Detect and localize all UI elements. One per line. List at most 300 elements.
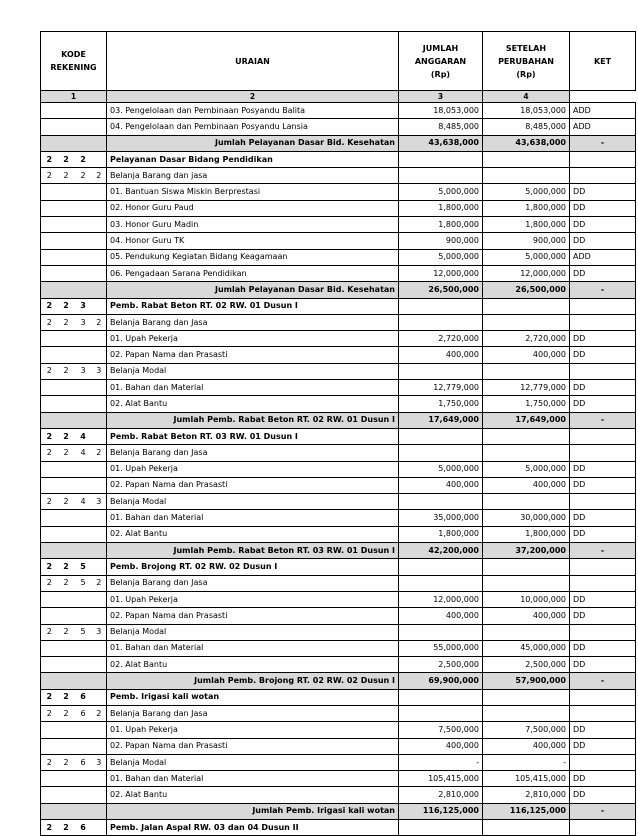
anggaran-cell xyxy=(399,559,483,575)
ket-cell: ADD xyxy=(570,119,636,135)
ket-cell: DD xyxy=(570,608,636,624)
table-row xyxy=(41,820,636,836)
uraian-cell: Belanja Barang dan Jasa xyxy=(107,575,399,591)
anggaran-cell: 900,000 xyxy=(399,233,483,249)
uraian-cell: Belanja Barang dan Jasa xyxy=(107,705,399,721)
kode-digit-2 xyxy=(58,331,75,347)
table-row xyxy=(41,331,636,347)
header-perubahan xyxy=(483,32,570,91)
kode-digit-2 xyxy=(58,657,75,673)
uraian-cell: 01. Bahan dan Material xyxy=(107,640,399,656)
ket-cell: DD xyxy=(570,640,636,656)
perubahan-cell xyxy=(483,494,570,510)
table-row xyxy=(41,803,636,819)
kode-digit-1 xyxy=(41,396,58,412)
kode-digit-4 xyxy=(92,657,107,673)
uraian-cell: Belanja Barang dan jasa xyxy=(107,168,399,184)
kode-digit-2 xyxy=(58,591,75,607)
total-kode-cell xyxy=(41,673,107,689)
table-row xyxy=(41,103,636,119)
table-row xyxy=(41,608,636,624)
anggaran-cell xyxy=(399,689,483,705)
perubahan-cell: 1,800,000 xyxy=(483,526,570,542)
kode-digit-4 xyxy=(92,640,107,656)
table-body xyxy=(41,103,636,836)
kode-digit-1 xyxy=(41,657,58,673)
kode-digit-3 xyxy=(75,526,92,542)
kode-digit-2 xyxy=(58,396,75,412)
kode-digit-3 xyxy=(75,217,92,233)
anggaran-cell xyxy=(399,820,483,836)
perubahan-cell: 1,800,000 xyxy=(483,217,570,233)
ket-cell: DD xyxy=(570,738,636,754)
total-ket: - xyxy=(570,543,636,559)
kode-digit-4: 2 xyxy=(92,445,107,461)
anggaran-cell: 400,000 xyxy=(399,608,483,624)
kode-digit-4 xyxy=(92,526,107,542)
perubahan-cell xyxy=(483,705,570,721)
total-kode-cell xyxy=(41,412,107,428)
total-ket: - xyxy=(570,673,636,689)
kode-digit-2: 2 xyxy=(58,363,75,379)
uraian-cell: Pelayanan Dasar Bidang Pendidikan xyxy=(107,151,399,167)
ket-cell xyxy=(570,820,636,836)
total-label: Jumlah Pemb. Rabat Beton RT. 02 RW. 01 Dusun I xyxy=(107,412,399,428)
table-row xyxy=(41,347,636,363)
kode-digit-3: 5 xyxy=(75,559,92,575)
table-row xyxy=(41,363,636,379)
ket-cell xyxy=(570,575,636,591)
perubahan-cell xyxy=(483,445,570,461)
kode-digit-4: 2 xyxy=(92,314,107,330)
total-perubahan: 26,500,000 xyxy=(483,282,570,298)
anggaran-cell xyxy=(399,168,483,184)
kode-digit-1 xyxy=(41,787,58,803)
anggaran-cell xyxy=(399,575,483,591)
perubahan-cell xyxy=(483,151,570,167)
kode-digit-1 xyxy=(41,184,58,200)
perubahan-cell: 400,000 xyxy=(483,738,570,754)
anggaran-cell xyxy=(399,624,483,640)
perubahan-cell: 30,000,000 xyxy=(483,510,570,526)
kode-digit-1: 2 xyxy=(41,705,58,721)
header-anggaran-unit: (Rp) xyxy=(430,69,451,79)
kode-digit-4 xyxy=(92,738,107,754)
kode-digit-1 xyxy=(41,233,58,249)
uraian-cell: 04. Pengelolaan dan Pembinaan Posyandu Lansia xyxy=(107,119,399,135)
kode-digit-1: 2 xyxy=(41,298,58,314)
perubahan-cell: 5,000,000 xyxy=(483,184,570,200)
table-row xyxy=(41,217,636,233)
uraian-cell: 01. Upah Pekerja xyxy=(107,722,399,738)
kode-digit-1 xyxy=(41,738,58,754)
kode-digit-4 xyxy=(92,787,107,803)
kode-digit-2 xyxy=(58,787,75,803)
kode-digit-3: 5 xyxy=(75,624,92,640)
table-row xyxy=(41,298,636,314)
perubahan-cell xyxy=(483,314,570,330)
total-ket: - xyxy=(570,282,636,298)
uraian-cell: 02. Alat Bantu xyxy=(107,657,399,673)
uraian-cell: 02. Papan Nama dan Prasasti xyxy=(107,738,399,754)
anggaran-cell: 7,500,000 xyxy=(399,722,483,738)
perubahan-cell xyxy=(483,168,570,184)
kode-digit-2 xyxy=(58,608,75,624)
kode-digit-3 xyxy=(75,738,92,754)
anggaran-cell xyxy=(399,705,483,721)
total-perubahan: 17,649,000 xyxy=(483,412,570,428)
ket-cell: DD xyxy=(570,526,636,542)
anggaran-cell xyxy=(399,445,483,461)
total-perubahan: 43,638,000 xyxy=(483,135,570,151)
kode-digit-4 xyxy=(92,820,107,836)
kode-digit-1: 2 xyxy=(41,168,58,184)
kode-digit-2 xyxy=(58,526,75,542)
table-row xyxy=(41,461,636,477)
table-row xyxy=(41,477,636,493)
total-anggaran: 116,125,000 xyxy=(399,803,483,819)
perubahan-cell: 400,000 xyxy=(483,608,570,624)
kode-digit-4 xyxy=(92,722,107,738)
col-number-4: 4 xyxy=(483,91,570,103)
total-label: Jumlah Pemb. Rabat Beton RT. 03 RW. 01 Dusun I xyxy=(107,543,399,559)
kode-digit-2 xyxy=(58,722,75,738)
anggaran-cell: 105,415,000 xyxy=(399,771,483,787)
kode-digit-1 xyxy=(41,200,58,216)
uraian-cell: Pemb. Rabat Beton RT. 03 RW. 01 Dusun I xyxy=(107,428,399,444)
kode-digit-4 xyxy=(92,428,107,444)
table-row xyxy=(41,445,636,461)
anggaran-cell: 2,500,000 xyxy=(399,657,483,673)
perubahan-cell: 105,415,000 xyxy=(483,771,570,787)
total-kode-cell xyxy=(41,543,107,559)
anggaran-cell: 1,800,000 xyxy=(399,526,483,542)
kode-digit-3: 5 xyxy=(75,575,92,591)
table-row xyxy=(41,428,636,444)
table-row xyxy=(41,526,636,542)
perubahan-cell: 400,000 xyxy=(483,477,570,493)
kode-digit-3: 4 xyxy=(75,428,92,444)
kode-digit-4 xyxy=(92,396,107,412)
ket-cell: DD xyxy=(570,200,636,216)
ket-cell: DD xyxy=(570,347,636,363)
uraian-cell: 02. Alat Bantu xyxy=(107,526,399,542)
kode-digit-2 xyxy=(58,119,75,135)
kode-digit-3: 3 xyxy=(75,363,92,379)
kode-digit-1: 2 xyxy=(41,445,58,461)
uraian-cell: 03. Honor Guru Madin xyxy=(107,217,399,233)
total-label: Jumlah Pemb. Brojong RT. 02 RW. 02 Dusun I xyxy=(107,673,399,689)
perubahan-cell: 400,000 xyxy=(483,347,570,363)
kode-digit-4 xyxy=(92,689,107,705)
uraian-cell: 01. Upah Pekerja xyxy=(107,461,399,477)
perubahan-cell: 5,000,000 xyxy=(483,461,570,477)
total-label: Jumlah Pemb. Irigasi kali wotan xyxy=(107,803,399,819)
kode-digit-4: 3 xyxy=(92,624,107,640)
ket-cell xyxy=(570,151,636,167)
header-ket: KET xyxy=(570,32,636,91)
uraian-cell: 02. Alat Bantu xyxy=(107,396,399,412)
anggaran-cell xyxy=(399,298,483,314)
table-row xyxy=(41,689,636,705)
anggaran-cell xyxy=(399,428,483,444)
perubahan-cell: 8,485,000 xyxy=(483,119,570,135)
kode-digit-2 xyxy=(58,103,75,119)
kode-digit-3: 6 xyxy=(75,820,92,836)
kode-digit-3 xyxy=(75,265,92,281)
perubahan-cell xyxy=(483,689,570,705)
kode-digit-2: 2 xyxy=(58,428,75,444)
header-uraian: URAIAN xyxy=(107,32,399,91)
table-row xyxy=(41,119,636,135)
kode-digit-2: 2 xyxy=(58,168,75,184)
kode-digit-4 xyxy=(92,380,107,396)
kode-digit-4 xyxy=(92,559,107,575)
kode-digit-2 xyxy=(58,184,75,200)
anggaran-cell: 1,750,000 xyxy=(399,396,483,412)
anggaran-cell: 5,000,000 xyxy=(399,461,483,477)
uraian-cell: 03. Pengelolaan dan Pembinaan Posyandu Balita xyxy=(107,103,399,119)
table-row xyxy=(41,249,636,265)
kode-digit-3: 3 xyxy=(75,314,92,330)
total-label: Jumlah Pelayanan Dasar Bid. Kesehatan xyxy=(107,135,399,151)
kode-digit-2: 2 xyxy=(58,559,75,575)
table-row xyxy=(41,787,636,803)
kode-digit-4 xyxy=(92,200,107,216)
kode-digit-3 xyxy=(75,640,92,656)
kode-digit-3 xyxy=(75,477,92,493)
kode-digit-1: 2 xyxy=(41,575,58,591)
perubahan-cell: 5,000,000 xyxy=(483,249,570,265)
table-row xyxy=(41,314,636,330)
perubahan-cell: 2,500,000 xyxy=(483,657,570,673)
col-number-1: 1 xyxy=(41,91,107,103)
perubahan-cell xyxy=(483,820,570,836)
ket-cell xyxy=(570,314,636,330)
kode-digit-3 xyxy=(75,510,92,526)
kode-digit-4: 3 xyxy=(92,494,107,510)
header-kode-label: KODE REKENING xyxy=(50,50,97,72)
ket-cell: DD xyxy=(570,461,636,477)
kode-digit-4: 3 xyxy=(92,363,107,379)
perubahan-cell: 2,720,000 xyxy=(483,331,570,347)
total-anggaran: 42,200,000 xyxy=(399,543,483,559)
perubahan-cell: 1,750,000 xyxy=(483,396,570,412)
kode-digit-1: 2 xyxy=(41,363,58,379)
ket-cell: DD xyxy=(570,771,636,787)
total-kode-cell xyxy=(41,135,107,151)
kode-digit-1 xyxy=(41,265,58,281)
anggaran-cell: 400,000 xyxy=(399,738,483,754)
total-anggaran: 69,900,000 xyxy=(399,673,483,689)
anggaran-cell: 2,720,000 xyxy=(399,331,483,347)
perubahan-cell xyxy=(483,363,570,379)
ket-cell: DD xyxy=(570,184,636,200)
uraian-cell: Belanja Modal xyxy=(107,624,399,640)
perubahan-cell: 1,800,000 xyxy=(483,200,570,216)
header-perubahan-label: SETELAH PERUBAHAN xyxy=(498,43,554,66)
table-row xyxy=(41,184,636,200)
perubahan-cell: 2,810,000 xyxy=(483,787,570,803)
total-perubahan: 57,900,000 xyxy=(483,673,570,689)
ket-cell xyxy=(570,705,636,721)
table-row xyxy=(41,412,636,428)
table-row xyxy=(41,151,636,167)
uraian-cell: Pemb. Irigasi kali wotan xyxy=(107,689,399,705)
uraian-cell: Pemb. Jalan Aspal RW. 03 dan 04 Dusun II xyxy=(107,820,399,836)
kode-digit-1 xyxy=(41,477,58,493)
uraian-cell: Pemb. Brojong RT. 02 RW. 02 Dusun I xyxy=(107,559,399,575)
kode-digit-1 xyxy=(41,249,58,265)
uraian-cell: 02. Honor Guru Paud xyxy=(107,200,399,216)
kode-digit-1: 2 xyxy=(41,428,58,444)
kode-digit-2: 2 xyxy=(58,445,75,461)
anggaran-cell: 8,485,000 xyxy=(399,119,483,135)
table-row xyxy=(41,494,636,510)
kode-digit-3 xyxy=(75,184,92,200)
kode-digit-4 xyxy=(92,771,107,787)
header-perubahan-unit: (Rp) xyxy=(516,69,536,79)
kode-digit-1 xyxy=(41,510,58,526)
anggaran-cell xyxy=(399,314,483,330)
ket-cell: DD xyxy=(570,722,636,738)
kode-digit-2: 2 xyxy=(58,151,75,167)
kode-digit-1: 2 xyxy=(41,559,58,575)
kode-digit-4 xyxy=(92,608,107,624)
ket-cell: DD xyxy=(570,657,636,673)
kode-digit-1 xyxy=(41,640,58,656)
kode-digit-3: 2 xyxy=(75,151,92,167)
anggaran-cell xyxy=(399,151,483,167)
ket-cell xyxy=(570,445,636,461)
kode-digit-3 xyxy=(75,608,92,624)
ket-cell: DD xyxy=(570,380,636,396)
table-row xyxy=(41,510,636,526)
table-row xyxy=(41,200,636,216)
kode-digit-3 xyxy=(75,771,92,787)
kode-digit-3 xyxy=(75,396,92,412)
perubahan-cell: 45,000,000 xyxy=(483,640,570,656)
kode-digit-2 xyxy=(58,477,75,493)
uraian-cell: 02. Alat Bantu xyxy=(107,787,399,803)
ket-cell xyxy=(570,624,636,640)
uraian-cell: Pemb. Rabat Beton RT. 02 RW. 01 Dusun I xyxy=(107,298,399,314)
kode-digit-2 xyxy=(58,233,75,249)
table-row xyxy=(41,673,636,689)
uraian-cell: 06. Pengadaan Sarana Pendidikan xyxy=(107,265,399,281)
table-row xyxy=(41,168,636,184)
ket-cell xyxy=(570,168,636,184)
ket-cell: DD xyxy=(570,396,636,412)
total-label: Jumlah Pelayanan Dasar Bid. Kesehatan xyxy=(107,282,399,298)
table-row xyxy=(41,543,636,559)
kode-digit-3: 2 xyxy=(75,168,92,184)
anggaran-cell: 55,000,000 xyxy=(399,640,483,656)
anggaran-cell: 12,000,000 xyxy=(399,265,483,281)
kode-digit-1 xyxy=(41,461,58,477)
kode-digit-1 xyxy=(41,608,58,624)
table-row xyxy=(41,771,636,787)
total-ket: - xyxy=(570,135,636,151)
ket-cell: DD xyxy=(570,233,636,249)
kode-digit-4 xyxy=(92,249,107,265)
kode-digit-3: 4 xyxy=(75,494,92,510)
table-row xyxy=(41,705,636,721)
header-anggaran-label: JUMLAH ANGGARAN xyxy=(414,43,467,66)
ket-cell xyxy=(570,428,636,444)
uraian-cell: 01. Bahan dan Material xyxy=(107,771,399,787)
table-row xyxy=(41,591,636,607)
anggaran-cell: 5,000,000 xyxy=(399,184,483,200)
perubahan-cell: 900,000 xyxy=(483,233,570,249)
perubahan-cell xyxy=(483,298,570,314)
header-kode xyxy=(41,32,107,91)
kode-digit-4 xyxy=(92,298,107,314)
table-row xyxy=(41,282,636,298)
kode-digit-4 xyxy=(92,265,107,281)
kode-digit-2: 2 xyxy=(58,705,75,721)
kode-digit-1 xyxy=(41,119,58,135)
table-row xyxy=(41,640,636,656)
kode-digit-4 xyxy=(92,103,107,119)
kode-digit-2: 2 xyxy=(58,314,75,330)
table-row xyxy=(41,396,636,412)
kode-digit-1 xyxy=(41,347,58,363)
table-row xyxy=(41,135,636,151)
total-anggaran: 26,500,000 xyxy=(399,282,483,298)
kode-digit-4: 3 xyxy=(92,754,107,770)
kode-digit-3 xyxy=(75,787,92,803)
kode-digit-3 xyxy=(75,657,92,673)
kode-digit-1: 2 xyxy=(41,689,58,705)
kode-digit-3 xyxy=(75,347,92,363)
ket-cell xyxy=(570,754,636,770)
kode-digit-3 xyxy=(75,119,92,135)
total-ket: - xyxy=(570,803,636,819)
perubahan-cell: 7,500,000 xyxy=(483,722,570,738)
kode-digit-4 xyxy=(92,119,107,135)
perubahan-cell xyxy=(483,428,570,444)
kode-digit-4 xyxy=(92,510,107,526)
col-number-3: 3 xyxy=(399,91,483,103)
ket-cell xyxy=(570,494,636,510)
kode-digit-4 xyxy=(92,217,107,233)
kode-digit-3 xyxy=(75,233,92,249)
perubahan-cell xyxy=(483,575,570,591)
kode-digit-2: 2 xyxy=(58,575,75,591)
kode-digit-1: 2 xyxy=(41,314,58,330)
kode-digit-1 xyxy=(41,380,58,396)
uraian-cell: 02. Papan Nama dan Prasasti xyxy=(107,608,399,624)
kode-digit-3 xyxy=(75,591,92,607)
ket-cell xyxy=(570,559,636,575)
kode-digit-3 xyxy=(75,331,92,347)
kode-digit-1 xyxy=(41,591,58,607)
kode-digit-1 xyxy=(41,103,58,119)
uraian-cell: Belanja Modal xyxy=(107,754,399,770)
perubahan-cell: 12,000,000 xyxy=(483,265,570,281)
kode-digit-2 xyxy=(58,249,75,265)
table-row xyxy=(41,559,636,575)
perubahan-cell xyxy=(483,624,570,640)
kode-digit-4: 2 xyxy=(92,168,107,184)
uraian-cell: 05. Pendukung Kegiatan Bidang Keagamaan xyxy=(107,249,399,265)
perubahan-cell: 18,053,000 xyxy=(483,103,570,119)
ket-cell: ADD xyxy=(570,103,636,119)
table-row xyxy=(41,657,636,673)
perubahan-cell: - xyxy=(483,754,570,770)
uraian-cell: 01. Upah Pekerja xyxy=(107,591,399,607)
